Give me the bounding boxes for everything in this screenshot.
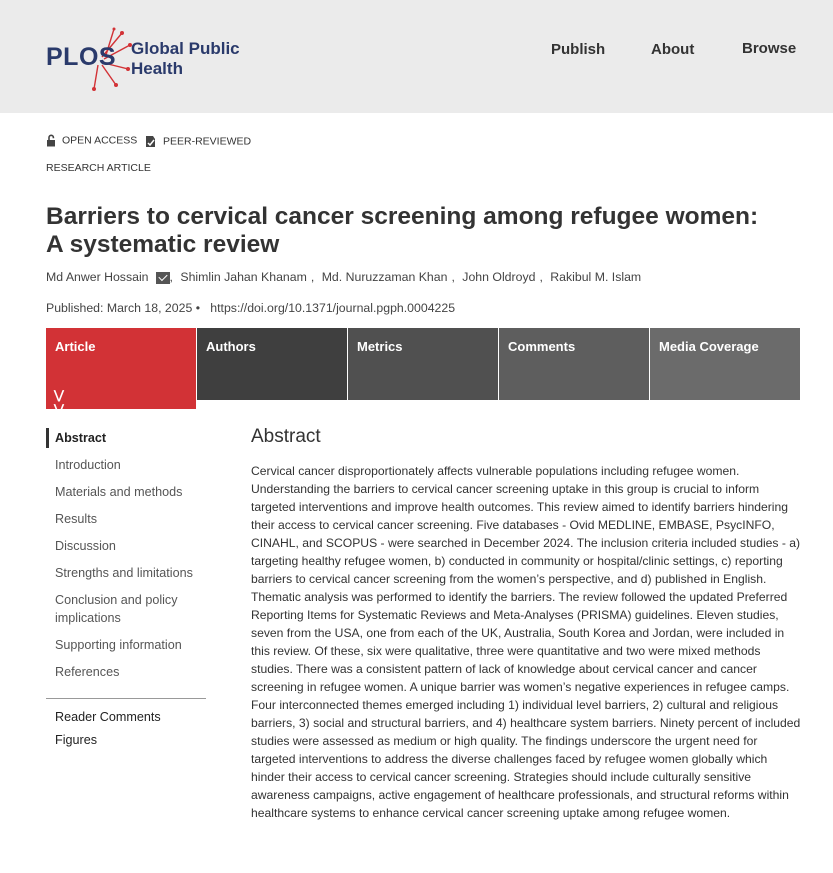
author-name: Md. Nuruzzaman Khan: [321, 270, 448, 284]
sidebar-item-strengths-limitations[interactable]: Strengths and limitations: [55, 566, 193, 580]
sidebar-item-references[interactable]: References: [55, 665, 120, 679]
sidebar-item-supporting-info[interactable]: Supporting information: [55, 638, 182, 652]
sidebar-item-materials-methods[interactable]: Materials and methods: [55, 485, 183, 499]
journal-name: [131, 39, 240, 79]
abstract-body: Cervical cancer disproportionately affects vulnerable populations including refugee women. Understanding the barriers to cervical cancer screening uptake in this group is crucial to inform targeted interventions and improve health outcomes. This review aimed to identify barriers hindering their access to cervical cancer screening. Five databases - Ovid MEDLINE, EMBASE, PsycINFO, CINAHL, and SCOPUS - were searched in December 2024. The inclusion criteria included studies - a) targeting healthy refugee women, b) conducted in community or hospital/clinic settings, c) reporting barriers to cervical cancer screening from the women’s perspective, and d) published in English. Thematic analysis was performed to identify the barriers. The review followed the updated Preferred Reporting Items for Systematic Reviews and Meta-Analyses (PRISMA) guidelines. Eleven studies, seven from the USA, one from each of the UK, Australia, South Korea and Jordan, were included in this review. Of these, six were qualitative, three were quantitative and two were mixed methods studies. There was a consistent pattern of lack of knowledge about cervical cancer and cancer screening in refugee women. A unique barrier was women’s negative experiences in refugee camps. Four interconnected themes emerged including 1) individual level barriers, 2) cultural and religious barriers, 3) social and structural barriers, and 4) healthcare system barriers. Ninety percent of included studies were assessed as medium or high quality. The findings underscore the urgent need for targeted interventions to address the diverse challenges faced by refugee women globally which hinder their access to cervical cancer screening. Strategies should include culturally sensitive awareness campaigns, active engagement of healthcare professionals, and structural reforms within healthcare systems to enhance cervical cancer screening uptake among refugee women.: [251, 464, 801, 820]
site-header: [0, 0, 833, 113]
publication-info: [46, 301, 455, 315]
published-date: Published: March 18, 2025: [46, 301, 193, 315]
tab-article[interactable]: [46, 328, 196, 416]
author-link[interactable]: Md. Nuruzzaman Khan ,: [321, 270, 455, 284]
nav-publish[interactable]: Publish: [551, 41, 606, 58]
article-type: RESEARCH ARTICLE: [46, 162, 151, 174]
open-access-badge[interactable]: [46, 134, 137, 147]
nav-browse[interactable]: Browse: [742, 40, 797, 57]
sidebar-item-results[interactable]: Results: [55, 512, 97, 526]
abstract-heading: Abstract: [251, 426, 321, 447]
author-name: Rakibul M. Islam: [550, 270, 642, 284]
sidebar-item-conclusion[interactable]: Conclusion and policy implications: [55, 593, 178, 625]
logo-wordmark: PLOS: [46, 43, 117, 71]
sidebar-divider: [46, 698, 206, 699]
author-link[interactable]: John Oldroyd ,: [462, 270, 543, 284]
reader-comments-link[interactable]: Reader Comments: [55, 710, 161, 724]
article-title: Barriers to cervical cancer screening among refugee women: A systematic review: [46, 203, 759, 258]
journal-name-line2: Health: [131, 59, 183, 78]
author-name: Md Anwer Hossain: [46, 270, 149, 284]
author-list: [46, 270, 649, 284]
tab-authors[interactable]: Authors: [197, 328, 347, 400]
email-icon[interactable]: [156, 272, 170, 284]
peer-reviewed-badge[interactable]: [144, 134, 251, 149]
double-chevron-down-icon: ⋁ ⋁: [54, 388, 64, 416]
author-name: Shimlin Jahan Khanam: [180, 270, 307, 284]
author-link[interactable]: [550, 270, 645, 284]
author-name: John Oldroyd: [462, 270, 536, 284]
tab-metrics[interactable]: Metrics: [348, 328, 498, 400]
author-link[interactable]: Md Anwer Hossain ,: [46, 270, 173, 284]
peer-reviewed-icon: [144, 134, 157, 149]
journal-name-line1: Global Public: [131, 39, 240, 58]
figures-link[interactable]: Figures: [55, 733, 97, 747]
plos-logo[interactable]: [44, 27, 254, 91]
sidebar-item-discussion[interactable]: Discussion: [55, 539, 116, 553]
sidebar-item-introduction[interactable]: Introduction: [55, 458, 121, 472]
open-access-label: OPEN ACCESS: [62, 134, 138, 147]
doi-link[interactable]: https://doi.org/10.1371/journal.pgph.0004225: [210, 301, 456, 315]
sidebar-item-abstract[interactable]: Abstract: [55, 431, 107, 445]
peer-reviewed-label: PEER-REVIEWED: [163, 135, 252, 148]
tab-article-label: Article: [55, 339, 96, 354]
nav-about[interactable]: About: [651, 41, 695, 58]
tab-media-coverage[interactable]: Media Coverage: [650, 328, 800, 400]
active-indicator: [46, 428, 49, 448]
author-link[interactable]: Shimlin Jahan Khanam ,: [180, 270, 315, 284]
bullet-separator: •: [195, 301, 207, 315]
article-tabs: [46, 328, 800, 416]
open-lock-icon: [46, 134, 56, 147]
tab-comments[interactable]: Comments: [499, 328, 649, 400]
